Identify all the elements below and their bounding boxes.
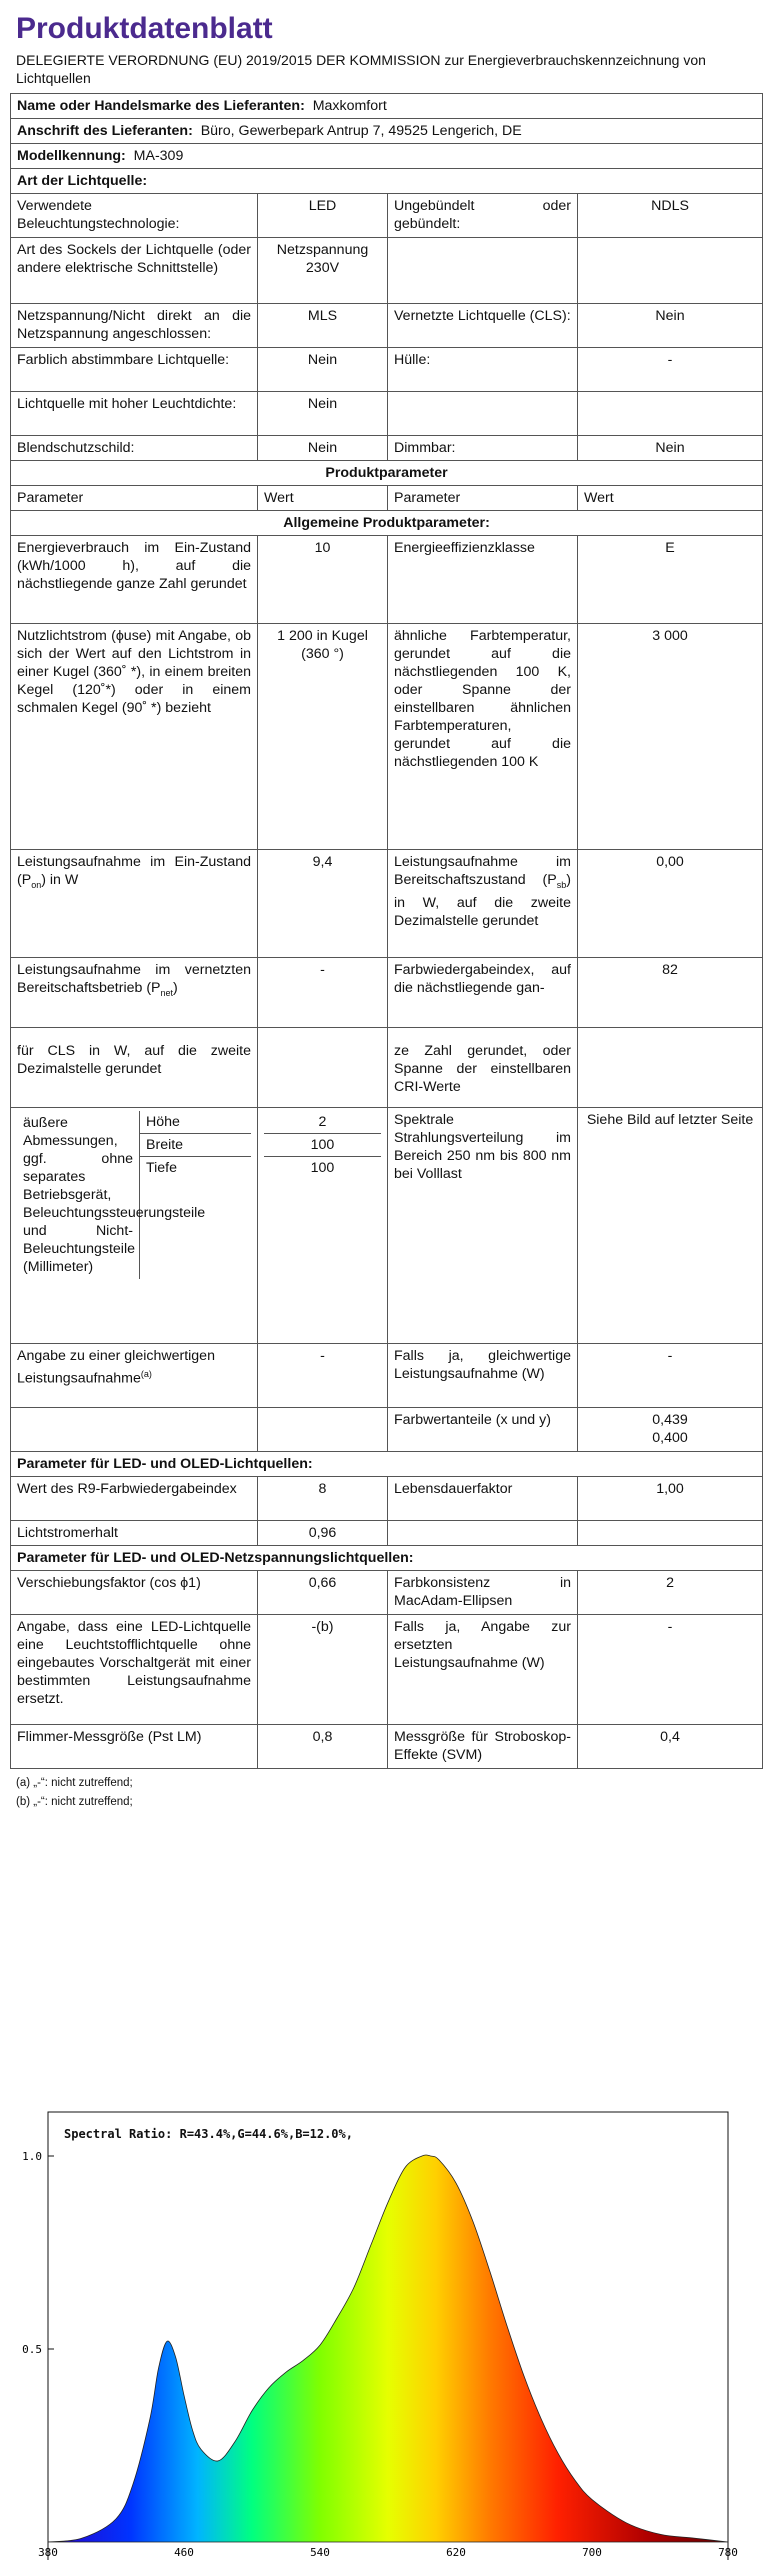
type-label: Dimmbar: [388,436,578,461]
param-value: 0,96 [258,1521,388,1546]
param-value: 2 [578,1571,763,1615]
param-value: Siehe Bild auf letzter Seite [578,1108,763,1344]
regulation-text: DELEGIERTE VERORDNUNG (EU) 2019/2015 DER KOMMISSION zur Energieverbrauchskennzeichnung von Lichtquellen [16,52,706,86]
dimension-name: Tiefe [146,1160,178,1176]
type-value: Nein [258,436,388,461]
param-label: Leistungsaufnahme im Ein-Zustand $(P_{on})$ in W [11,850,258,958]
param-value: 0,439 0,400 [578,1408,763,1452]
x-tick-label: 620 [446,2546,466,2559]
y-tick-label: 1.0 [22,2150,42,2163]
datasheet-table [10,93,763,1769]
param-value: 9,4 [258,850,388,958]
param-value: - [578,1344,763,1408]
param-label: Leistungsaufnahme im vernetzten Bereitschaftsbetrieb $(P_{net})$ [11,958,258,1028]
type-label: Verwendete Beleuchtungstechnologie: [11,194,258,238]
param-value: 0,00 [578,850,763,958]
column-header: Wert [578,486,763,511]
type-value: Nein [258,348,388,392]
param-label: Angabe, dass eine LED-Lichtquelle eine Leuchtstofflichtquelle ohne eingebautes Vorschaltgerät mit einer bestimmten Leistungsaufnahme ersetzt. [11,1615,258,1725]
type-label: Art des Sockels der Lichtquelle (oder andere elektrische Schnittstelle) [11,238,258,304]
led-parameters-header: Parameter für LED- und OLED-Lichtquellen: [11,1452,763,1477]
type-value: Nein [258,392,388,436]
type-value: MLS [258,304,388,348]
param-label: Flimmer-Messgröße (Pst LM) [11,1725,258,1769]
param-label: Farbkonsistenz in MacAdam-Ellipsen [388,1571,578,1615]
type-label: Vernetzte Lichtquelle (CLS): [388,304,578,348]
supplier-address-row: Anschrift des Lieferanten: Büro, Gewerbepark Antrup 7, 49525 Lengerich, DE [11,119,763,144]
param-label-continued: ze Zahl gerundet, oder Spanne der einstellbaren CRI-Werte [388,1028,578,1108]
param-value: 0,8 [258,1725,388,1769]
param-value: 10 [258,536,388,624]
param-label-continued: für CLS in W, auf die zweite Dezimalstelle gerundet [11,1028,258,1108]
param-value: -(b) [258,1615,388,1725]
param-label: Lebensdauerfaktor [388,1477,578,1521]
param-value: - [578,1615,763,1725]
param-label: Spektrale Strahlungsverteilung im Bereich 250 nm bis 800 nm bei Volllast [388,1108,578,1344]
param-value: 3 000 [578,624,763,850]
dimensions-cell [11,1108,258,1344]
type-label: Hülle: [388,348,578,392]
type-label: Netzspannung/Nicht direkt an die Netzspannung angeschlossen: [11,304,258,348]
param-value: 1,00 [578,1477,763,1521]
column-header: Wert [258,486,388,511]
type-value: LED [258,194,388,238]
spectral-distribution-chart [0,2056,771,2560]
model-row: Modellkennung: MA-309 [11,144,763,169]
type-label [388,238,578,304]
param-label: Wert des R9-Farbwiedergabeindex [11,1477,258,1521]
type-label: Blendschutzschild: [11,436,258,461]
param-value: 0,66 [258,1571,388,1615]
type-value: NDLS [578,194,763,238]
light-source-type-header: Art der Lichtquelle: [11,169,763,194]
y-tick-label: 0.5 [22,2343,42,2356]
mains-parameters-header: Parameter für LED- und OLED-Netzspannungslichtquellen: [11,1546,763,1571]
type-value: Nein [578,304,763,348]
footnote-a: (a) „-“: nicht zutreffend; [16,1777,133,1789]
param-value: 0,4 [578,1725,763,1769]
param-label: Farbwertanteile (x und y) [388,1408,578,1452]
x-tick-label: 460 [174,2546,194,2559]
column-header: Parameter [388,486,578,511]
dimension-name: Höhe [140,1111,251,1134]
param-value: 1 200 in Kugel (360 °) [258,624,388,850]
param-label: Messgröße für Stroboskop-Effekte (SVM) [388,1725,578,1769]
x-tick-label: 540 [310,2546,330,2559]
type-value: Nein [578,436,763,461]
product-datasheet [10,6,762,1810]
dimension-value: 100 [310,1160,335,1176]
dimension-name: Breite [140,1134,251,1157]
param-label: Falls ja, Angabe zur ersetzten Leistungsaufnahme (W) [388,1615,578,1725]
type-label: Lichtquelle mit hoher Leuchtdichte: [11,392,258,436]
param-label: Farbwiedergabeindex, auf die nächstliegende gan- [388,958,578,1028]
type-value [578,392,763,436]
dimensions-label: äußere Abmessungen, ggf. ohne separates Betriebsgerät, Beleuchtungssteuerungsteile und Nicht-Beleuchtungsteile (Millimeter) [17,1111,140,1279]
param-label: Leistungsaufnahme im Bereitschaftszustand $(P_{sb})$ in W, auf die zweite Dezimalstelle gerundet [388,850,578,958]
param-value: 8 [258,1477,388,1521]
column-header: Parameter [11,486,258,511]
x-tick-label: 780 [718,2546,738,2559]
param-value: E [578,536,763,624]
param-value: - [258,958,388,1028]
param-label: Angabe zu einer gleichwertigen Leistungsaufnahme$^{(a)}$ [11,1344,258,1408]
param-value: 82 [578,958,763,1028]
product-parameters-header: Produktparameter [11,461,763,486]
param-label: ähnliche Farbtemperatur, gerundet auf die nächstliegenden 100 K, oder Spanne der einstellbaren ähnlichen Farbtemperaturen, gerundet auf die nächstliegenden 100 K [388,624,578,850]
param-label: Energieeffizienzklasse [388,536,578,624]
param-label: Lichtstromerhalt [11,1521,258,1546]
footnote-b: (b) „-“: nicht zutreffend; [16,1796,133,1808]
dimension-value: 100 [264,1134,381,1157]
x-tick-label: 380 [38,2546,58,2559]
type-label: Ungebündelt oder gebündelt: [388,194,578,238]
page-title: Produktdatenblatt [16,12,273,45]
type-value [578,238,763,304]
type-value: - [578,348,763,392]
param-label: Nutzlichtstrom (ϕuse) mit Angabe, ob sich der Wert auf den Lichtstrom in einer Kugel (360˚ *), in einem breiten Kegel (120˚*) oder in einem schmalen Kegel (90˚ *) bezieht [11,624,258,850]
supplier-name-row: Name oder Handelsmarke des Lieferanten: Maxkomfort [11,94,763,119]
chart-title: Spectral Ratio: R=43.4%,G=44.6%,B=12.0%, [64,2127,353,2141]
type-label [388,392,578,436]
param-label: Energieverbrauch im Ein-Zustand (kWh/1000 h), auf die nächstliegende ganze Zahl gerundet [11,536,258,624]
param-label: Verschiebungsfaktor (cos ϕ1) [11,1571,258,1615]
general-parameters-header: Allgemeine Produktparameter: [11,511,763,536]
dimension-value: 2 [264,1111,381,1134]
type-value: Netzspannung 230V [258,238,388,304]
dimensions-values [258,1108,388,1344]
x-tick-label: 700 [582,2546,602,2559]
type-label: Farblich abstimmbare Lichtquelle: [11,348,258,392]
param-label: Falls ja, gleichwertige Leistungsaufnahme (W) [388,1344,578,1408]
param-value: - [258,1344,388,1408]
